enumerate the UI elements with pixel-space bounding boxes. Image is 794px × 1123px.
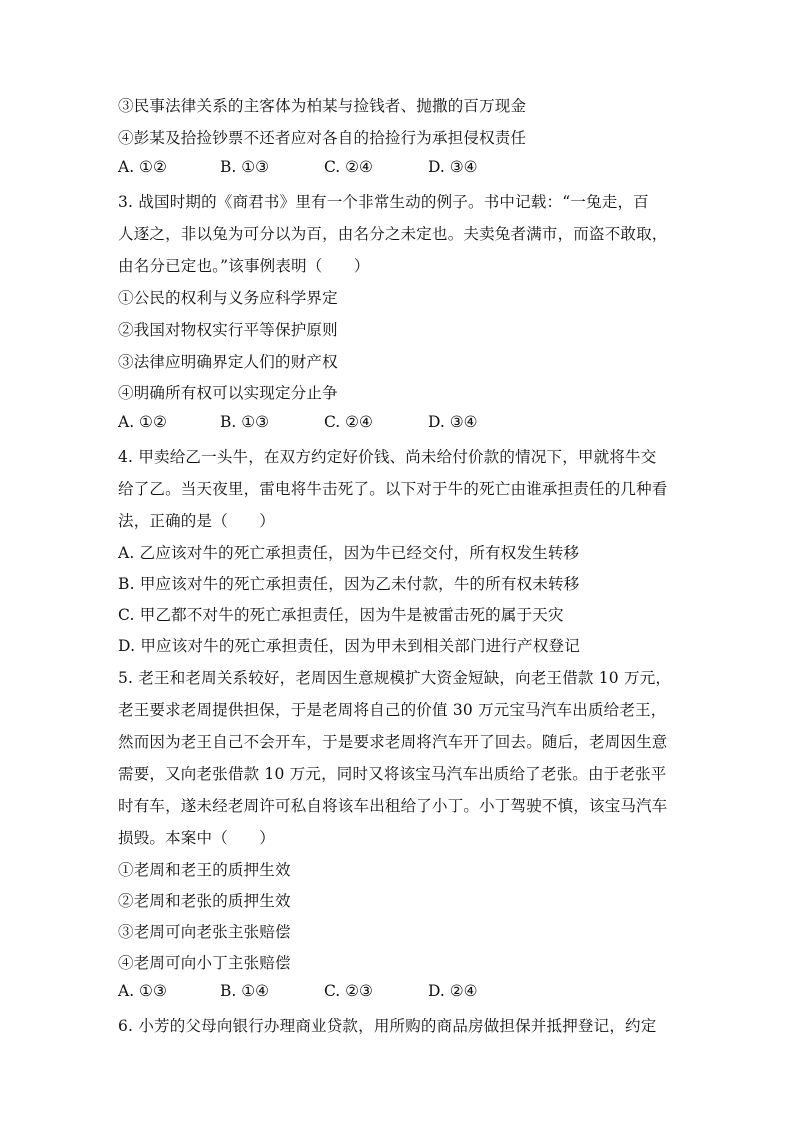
q4-stem-line-2: 给了乙。当天夜里，雷电将牛击死了。以下对于牛的死亡由谁承担责任的几种看	[118, 480, 668, 498]
q5-option-a: A. ①③	[118, 982, 167, 1000]
q2-option-c: C. ②④	[324, 158, 373, 176]
q4-choice-d: D. 甲应该对牛的死亡承担责任，因为甲未到相关部门进行产权登记	[118, 637, 580, 655]
q2-option-a: A. ①②	[118, 158, 167, 176]
q3-option-c: C. ②④	[324, 413, 373, 431]
q5-statement-3: ③老周可向老张主张赔偿	[118, 923, 291, 941]
q3-option-b: B. ①③	[220, 413, 270, 431]
q3-option-d: D. ③④	[428, 413, 478, 431]
q2-statement-3: ③民事法律关系的主客体为柏某与捡钱者、抛撒的百万现金	[118, 97, 527, 115]
q5-statement-1: ①老周和老王的质押生效	[118, 861, 291, 879]
q4-choice-c: C. 甲乙都不对牛的死亡承担责任，因为牛是被雷击死的属于天灾	[118, 606, 564, 624]
q5-stem-line-1: 5. 老王和老周关系较好，老周因生意规模扩大资金短缺，向老王借款 10 万元，	[118, 669, 672, 687]
q3-stem-line-1: 3. 战国时期的《商君书》里有一个非常生动的例子。书中记载：“一兔走，百	[118, 193, 649, 211]
q5-stem-line-4: 需要，又向老张借款 10 万元，同时又将该宝马汽车出质给了老张。由于老张平	[118, 765, 667, 783]
q4-choice-a: A. 乙应该对牛的死亡承担责任，因为牛已经交付，所有权发生转移	[118, 544, 580, 562]
q5-option-d: D. ②④	[428, 982, 478, 1000]
q5-stem-line-5: 时有车，遂未经老周许可私自将该车出租给了小丁。小丁驾驶不慎，该宝马汽车	[118, 797, 668, 815]
q5-option-b: B. ①④	[220, 982, 270, 1000]
q3-statement-4: ④明确所有权可以实现定分止争	[118, 384, 338, 402]
q4-stem-line-3: 法，正确的是（ ）	[118, 512, 276, 530]
q3-option-a: A. ①②	[118, 413, 167, 431]
q3-stem-line-2: 人逐之，非以兔为可分以为百，由名分之未定也。夫卖兔者满市，而盗不敢取，	[118, 225, 668, 243]
q5-option-c: C. ②③	[324, 982, 373, 1000]
q2-option-d: D. ③④	[428, 158, 478, 176]
q3-statement-2: ②我国对物权实行平等保护原则	[118, 321, 338, 339]
q4-stem-line-1: 4. 甲卖给乙一头牛，在双方约定好价钱、尚未给付价款的情况下，甲就将牛交	[118, 448, 657, 466]
q3-statement-1: ①公民的权利与义务应科学界定	[118, 289, 338, 307]
q6-stem-line-1: 6. 小芳的父母向银行办理商业贷款，用所购的商品房做担保并抵押登记，约定	[118, 1017, 657, 1035]
q2-statement-4: ④彭某及拾捡钞票不还者应对各自的拾捡行为承担侵权责任	[118, 129, 527, 147]
q4-choice-b: B. 甲应该对牛的死亡承担责任，因为乙未付款，牛的所有权未转移	[118, 575, 580, 593]
q3-statement-3: ③法律应明确界定人们的财产权	[118, 353, 338, 371]
q5-statement-2: ②老周和老张的质押生效	[118, 892, 291, 910]
q5-stem-line-6: 损毁。本案中（ ）	[118, 829, 276, 847]
q2-option-b: B. ①③	[220, 158, 270, 176]
q3-stem-line-3: 由名分已定也。”该事例表明（ ）	[118, 257, 370, 275]
q5-statement-4: ④老周可向小丁主张赔偿	[118, 954, 291, 972]
q5-stem-line-3: 然而因为老王自己不会开车，于是要求老周将汽车开了回去。随后，老周因生意	[118, 733, 668, 751]
q5-stem-line-2: 老王要求老周提供担保，于是老周将自己的价值 30 万元宝马汽车出质给老王，	[118, 701, 667, 719]
